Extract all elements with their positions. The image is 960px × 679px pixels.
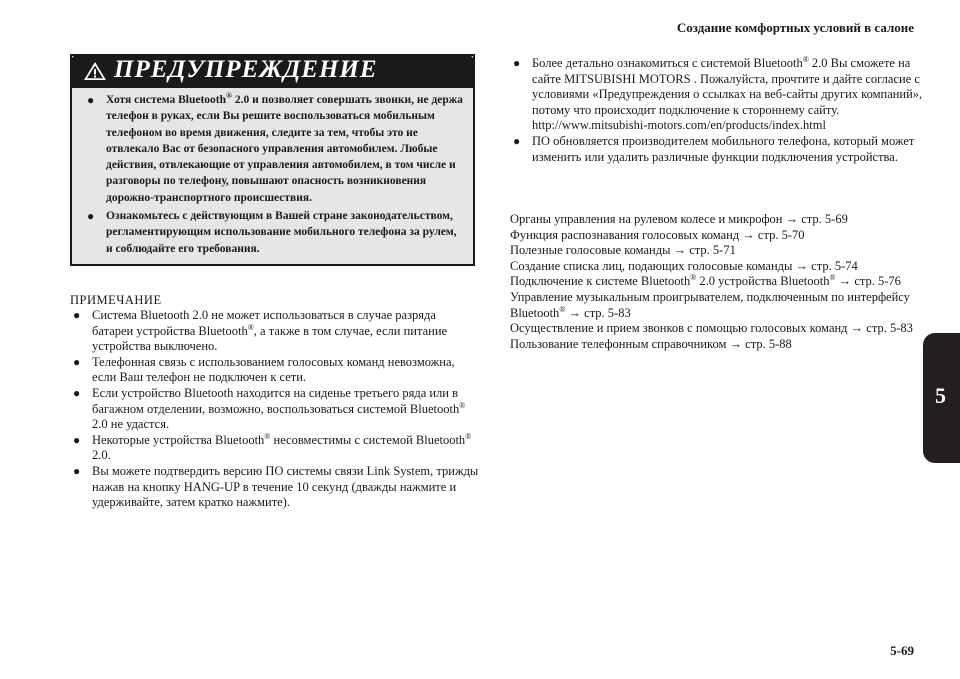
bullet-icon: ● (73, 354, 81, 369)
warning-box (70, 54, 475, 266)
bullet-icon: ● (73, 463, 81, 478)
note-item (70, 386, 480, 433)
note-item-text: Вы можете подтвердить версию ПО системы связи Link System, трижды нажав на кнопку HANG-UP в течение 10 секунд (дважды нажмите и удерживайте, затем кратко нажмите). (92, 463, 479, 510)
cross-reference-link: Осуществление и прием звонков с помощью голосовых команд → стр. 5-83 (510, 321, 913, 336)
warning-title: ПРЕДУПРЕЖДЕНИЕ (114, 56, 378, 83)
note-item (70, 464, 480, 511)
bullet-icon: ● (73, 432, 81, 447)
note-item (70, 308, 480, 355)
warning-triangle-icon (83, 61, 107, 81)
chapter-tab (923, 333, 960, 463)
cross-reference-link: Подключение к системе Bluetooth® 2.0 устройства Bluetooth® → стр. 5-76 (510, 273, 901, 289)
note-item-text: Если устройство Bluetooth находится на сиденье третьего ряда или в багажном отделении, возможно, воспользоваться системой Bluetooth® 2.0 не удастся. (92, 385, 466, 432)
page-number: 5-69 (890, 643, 914, 658)
cross-reference-link: Пользование телефонным справочником → стр. 5-88 (510, 336, 792, 351)
bullet-icon: ● (87, 209, 95, 224)
chapter-tab-label: 5 (935, 383, 946, 408)
note-item-text: Система Bluetooth 2.0 не может использоваться в случае разряда батареи устройства Bluetooth®, а также в том случае, если питание устройства выключено. (92, 308, 448, 354)
note-item (70, 355, 480, 386)
note-items (70, 308, 480, 511)
info-item-text: Более детально ознакомиться с системой Bluetooth® 2.0 Вы сможете на сайте MITSUBISHI MOTORS . Пожалуйста, прочтите и дайте согласие с условиями «Предупреждения о ссылках на веб-сайты других компаний», потому что происходит подключение к стороннему сайту. http://www.mitsubishi-motors.com/en/products/index.html (532, 54, 923, 133)
warning-item-text: Ознакомьтесь с действующим в Вашей стране законодательством, регламентирующим использование мобильного телефона за рулем, и соблюдайте его требования. (106, 210, 457, 255)
page-header-title: Создание комфортных условий в салоне (676, 20, 914, 35)
info-item-text: ПО обновляется производителем мобильного телефона, который может изменить или удалить различные функции подключения устройства. (532, 133, 915, 164)
note-heading: ПРИМЕЧАНИЕ (70, 293, 162, 307)
warning-item (84, 92, 463, 206)
cross-reference-link: Создание списка лиц, подающих голосовые команды → стр. 5-74 (510, 258, 858, 273)
cross-reference-link: Полезные голосовые команды → стр. 5-71 (510, 243, 736, 258)
warning-item (84, 208, 463, 257)
bullet-icon: ● (513, 133, 521, 148)
warning-header (70, 54, 475, 88)
cross-references (510, 212, 930, 352)
warning-body (72, 88, 473, 257)
warning-item-text: Хотя система Bluetooth® 2.0 и позволяет совершать звонки, не держа телефон в руках, если Вы решите воспользоваться мобильным телефоном во время движения, следите за тем, чтобы это не отвлекало Вас от безопасного управления автомобилем. Любые действия, отвлекающие от управления автомобилем, в том числе и разговоры по телефону, повышают опасность возникновения дорожно-транспортного происшествия. (106, 91, 463, 204)
right-column-items (510, 56, 930, 165)
bullet-icon: ● (87, 93, 95, 107)
bullet-icon: ● (73, 385, 81, 400)
note-item-text: Некоторые устройства Bluetooth® несовместимы с системой Bluetooth® 2.0. (92, 431, 472, 463)
bullet-icon: ● (73, 308, 81, 322)
note-block (70, 292, 480, 511)
cross-reference-link: Функция распознавания голосовых команд → стр. 5-70 (510, 227, 805, 242)
cross-reference-link: Органы управления на рулевом колесе и микрофон → стр. 5-69 (510, 212, 848, 226)
cross-reference-link: Управление музыкальным проигрывателем, подключенным по интерфейсу Bluetooth® → стр. 5-83 (510, 289, 914, 320)
info-item (510, 134, 930, 165)
note-item-text: Телефонная связь с использованием голосовых команд невозможна, если Ваш телефон не подключен к сети. (92, 354, 455, 385)
info-item (510, 56, 930, 134)
note-item (70, 433, 480, 464)
bullet-icon: ● (513, 56, 521, 70)
